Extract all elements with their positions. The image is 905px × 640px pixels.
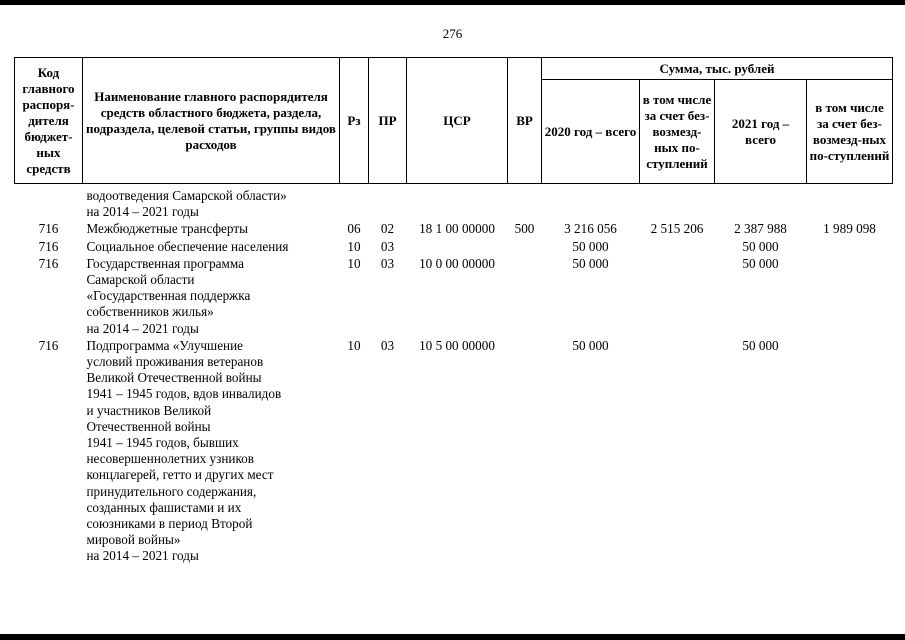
page-number: 276 bbox=[442, 26, 463, 41]
cell-csr: 10 5 00 00000 bbox=[419, 337, 495, 353]
table-body bbox=[15, 184, 893, 566]
header-summa: Сумма, тыс. рублей bbox=[542, 58, 893, 80]
cell-csr bbox=[407, 239, 508, 256]
header-2021-gratuitous: в том числе за счет без-возмезд-ных по-ступлений bbox=[807, 80, 893, 184]
table-header bbox=[15, 58, 893, 184]
header-csr: ЦСР bbox=[407, 58, 508, 184]
cell-gratuitous-2021: 1 989 098 bbox=[823, 221, 876, 237]
cell-sum-2020 bbox=[542, 184, 640, 222]
header-name: Наименование главного распорядителя средств областного бюджета, раздела, подраздела, целевой статьи, группы видов расходов bbox=[83, 58, 340, 184]
cell-pr bbox=[369, 184, 407, 222]
header-vr: ВР bbox=[508, 58, 542, 184]
cell-kod: 716 bbox=[38, 255, 59, 271]
header-kod: Код главного распоря-дителя бюджет-ных средств bbox=[15, 58, 83, 184]
cell-sum-2021: 2 387 988 bbox=[734, 221, 787, 237]
cell-kod: 716 bbox=[38, 238, 59, 254]
cell-sum-2021 bbox=[715, 184, 807, 222]
cell-rz bbox=[340, 184, 369, 222]
cell-gratuitous-2020: 2 515 206 bbox=[650, 221, 704, 237]
header-pr: ПР bbox=[369, 58, 407, 184]
cell-sum-2020: 50 000 bbox=[572, 255, 609, 271]
table-row bbox=[15, 221, 893, 238]
cell-name: Государственная программа Самарской области «Государственная поддержка собственников жилья» на 2014 – 2021 годы bbox=[86, 255, 251, 336]
cell-kod: 716 bbox=[38, 221, 59, 237]
cell-name: водоотведения Самарской области» на 2014 – 2021 годы bbox=[86, 188, 287, 220]
header-2020-gratuitous: в том числе за счет без-возмезд-ных по-ступлений bbox=[640, 80, 715, 184]
cell-vr bbox=[508, 184, 542, 222]
cell-kod: 716 bbox=[38, 337, 59, 353]
cell-name: Межбюджетные трансферты bbox=[86, 221, 248, 237]
cell-sum-2021: 50 000 bbox=[742, 337, 779, 353]
cell-pr: 03 bbox=[380, 255, 395, 271]
header-2021-total: 2021 год – всего bbox=[715, 80, 807, 184]
budget-table bbox=[14, 57, 893, 566]
cell-csr: 18 1 00 00000 bbox=[419, 221, 495, 237]
cell-gratuitous-2021 bbox=[807, 239, 893, 256]
cell-vr bbox=[508, 338, 542, 566]
bottom-border bbox=[0, 634, 905, 640]
cell-sum-2020: 50 000 bbox=[572, 238, 609, 254]
cell-gratuitous-2021 bbox=[807, 184, 893, 222]
cell-rz: 06 bbox=[347, 221, 361, 237]
cell-csr bbox=[407, 184, 508, 222]
cell-gratuitous-2020 bbox=[640, 184, 715, 222]
table-row bbox=[15, 184, 893, 222]
cell-rz: 10 bbox=[347, 255, 361, 271]
cell-sum-2020: 50 000 bbox=[572, 337, 609, 353]
cell-rz: 10 bbox=[347, 238, 361, 254]
cell-vr bbox=[508, 256, 542, 338]
cell-rz: 10 bbox=[347, 337, 361, 353]
cell-vr bbox=[508, 239, 542, 256]
top-border bbox=[0, 0, 905, 5]
cell-pr: 03 bbox=[380, 337, 395, 353]
table-row bbox=[15, 256, 893, 338]
header-rz: Рз bbox=[340, 58, 369, 184]
header-2020-total: 2020 год – всего bbox=[542, 80, 640, 184]
cell-gratuitous-2020 bbox=[640, 338, 715, 566]
cell-name: Подпрограмма «Улучшение условий проживания ветеранов Великой Отечественной войны 1941 – 1945 годов, вдов инвалидов и участников Великой Отечественной войны 1941 – 1945 годов, бывших несовершеннолетних узников концлагерей, гетто и других мест принудительного содержания, созданных фашистами и их союзниками в период Второй мировой войны» на 2014 – 2021 годы bbox=[86, 337, 282, 564]
cell-gratuitous-2021 bbox=[807, 338, 893, 566]
cell-pr: 03 bbox=[380, 238, 395, 254]
cell-vr: 500 bbox=[514, 221, 535, 237]
cell-gratuitous-2021 bbox=[807, 256, 893, 338]
cell-sum-2020: 3 216 056 bbox=[564, 221, 617, 237]
cell-pr: 02 bbox=[380, 221, 395, 237]
cell-csr: 10 0 00 00000 bbox=[419, 255, 495, 271]
cell-sum-2021: 50 000 bbox=[742, 238, 779, 254]
cell-gratuitous-2020 bbox=[640, 239, 715, 256]
table-row bbox=[15, 239, 893, 256]
cell-sum-2021: 50 000 bbox=[742, 255, 779, 271]
cell-name: Социальное обеспечение населения bbox=[86, 238, 289, 254]
table-row bbox=[15, 338, 893, 566]
cell-gratuitous-2020 bbox=[640, 256, 715, 338]
cell-kod bbox=[15, 184, 83, 222]
